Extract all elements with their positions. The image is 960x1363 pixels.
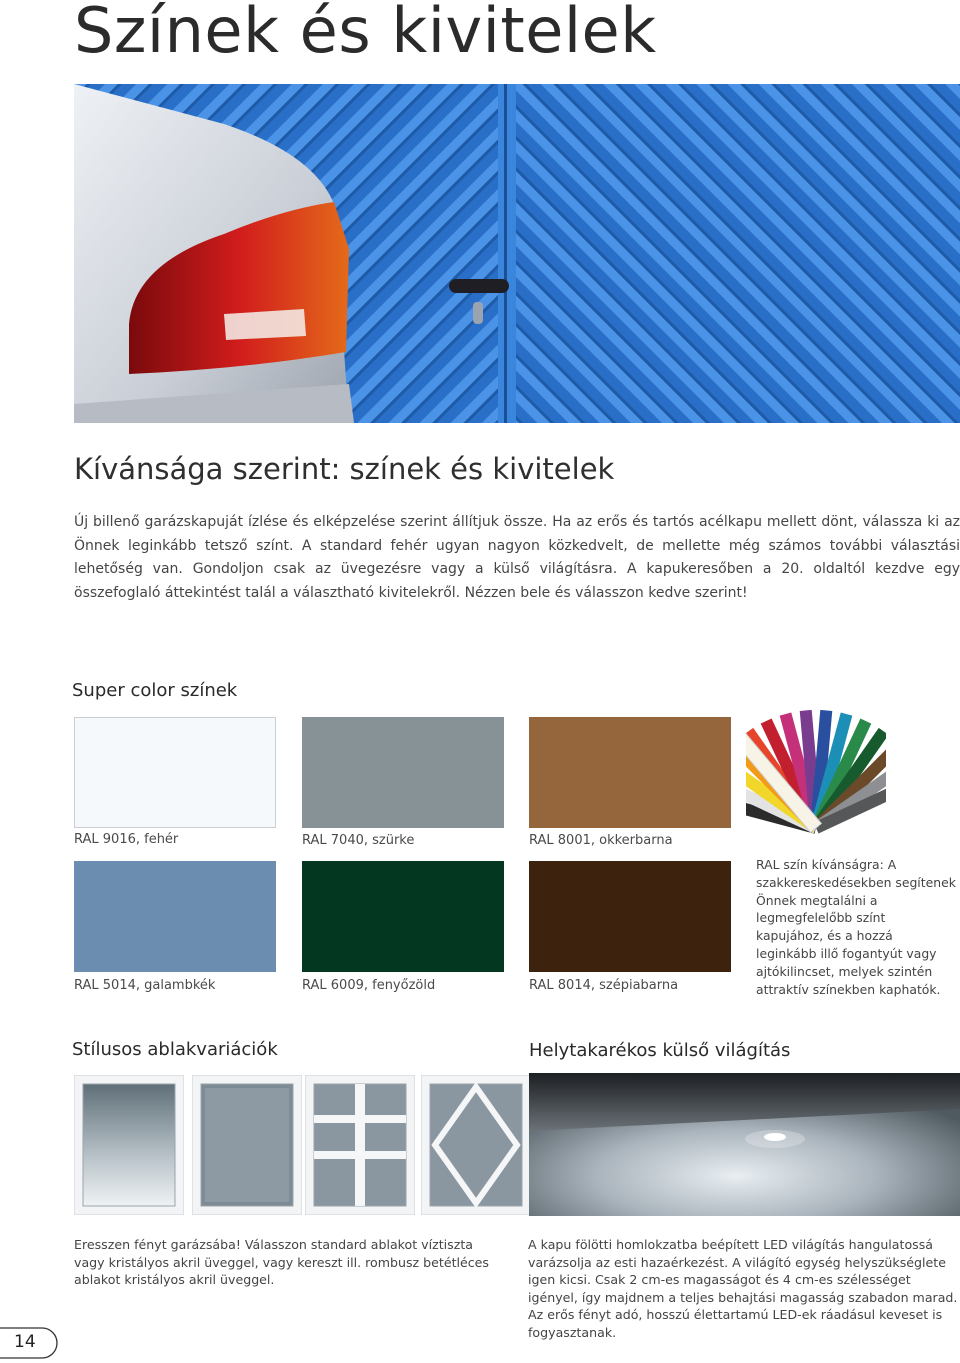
swatch-pigeon-blue xyxy=(74,861,276,972)
swatch-ochre-brown xyxy=(529,717,731,828)
lighting-description: A kapu fölötti homlokzatba beépített LED világítás hangulatossá varázsolja az esti hazaérkezést. A világító egység helyszükséglete igen kicsi. Csak 2 cm-es magasságot és 4 cm-es szélességet igényel, így majdnem a teljes behajtási magasság szabadon marad. Az erős fényt adó, hosszú élettartamú LED-ek ráadásul keveset is fogyasztanak. xyxy=(528,1237,958,1340)
window-cross-bars-image xyxy=(305,1075,415,1215)
window-crystal-acrylic-image xyxy=(192,1075,302,1215)
swatch-label-pigeon-blue: RAL 5014, galambkék xyxy=(74,978,216,993)
swatch-label-white: RAL 9016, fehér xyxy=(74,832,179,847)
led-lighting-photo xyxy=(529,1073,960,1216)
ral-color-fan-image xyxy=(746,700,886,840)
windows-heading: Stílusos ablakvariációk xyxy=(72,1039,278,1060)
window-rhombus-bars-image xyxy=(421,1075,531,1215)
swatch-fir-green xyxy=(302,861,504,972)
swatch-label-ochre-brown: RAL 8001, okkerbarna xyxy=(529,833,673,848)
swatch-sepia-brown xyxy=(529,861,731,972)
page-number: 14 xyxy=(14,1332,36,1352)
section-subtitle: Kívánsága szerint: színek és kivitelek xyxy=(74,452,615,486)
intro-paragraph: Új billenő garázskapuját ízlése és elképzelése szerint állítjuk össze. Ha az erős és tartós acélkapu mellett dönt, válassza ki az Önnek leginkább tetsző színt. A standard fehér ugyan nagyon közkedvelt, de mellette még számos további választási lehetőség van. Gondoljon csak az üvegezésre vagy a külső világításra. A kapukeresőben a 20. oldaltól kezdve egy összefoglaló áttekintést talál a választható kivitelekről. Nézzen bele és válasszon kedve szerint! xyxy=(74,514,960,601)
ral-note-text: RAL szín kívánságra: A szakkereskedésekben segítenek Önnek megtalálni a legmegfelelőbb színt kapujához, és a hozzá leginkább illő fogantyút vagy ajtókilincset, melyek szintén attraktív színekben kaphatók. xyxy=(756,857,956,997)
swatch-white xyxy=(74,717,276,828)
swatch-label-grey: RAL 7040, szürke xyxy=(302,833,415,848)
windows-description: Eresszen fényt garázsába! Válasszon standard ablakot víztiszta vagy kristályos akril üveggel, vagy kereszt ill. rombusz betétléces ablakot kristályos akril üveggel. xyxy=(74,1237,489,1287)
page-title: Színek és kivitelek xyxy=(74,0,657,67)
swatch-label-sepia-brown: RAL 8014, szépiabarna xyxy=(529,978,679,993)
colors-heading: Super color színek xyxy=(72,680,238,701)
lighting-heading: Helytakarékos külső világítás xyxy=(529,1040,791,1061)
hero-photo xyxy=(74,84,960,423)
swatch-grey xyxy=(302,717,504,828)
window-clear-glass-image xyxy=(74,1075,184,1215)
swatch-label-fir-green: RAL 6009, fenyőzöld xyxy=(302,978,436,993)
